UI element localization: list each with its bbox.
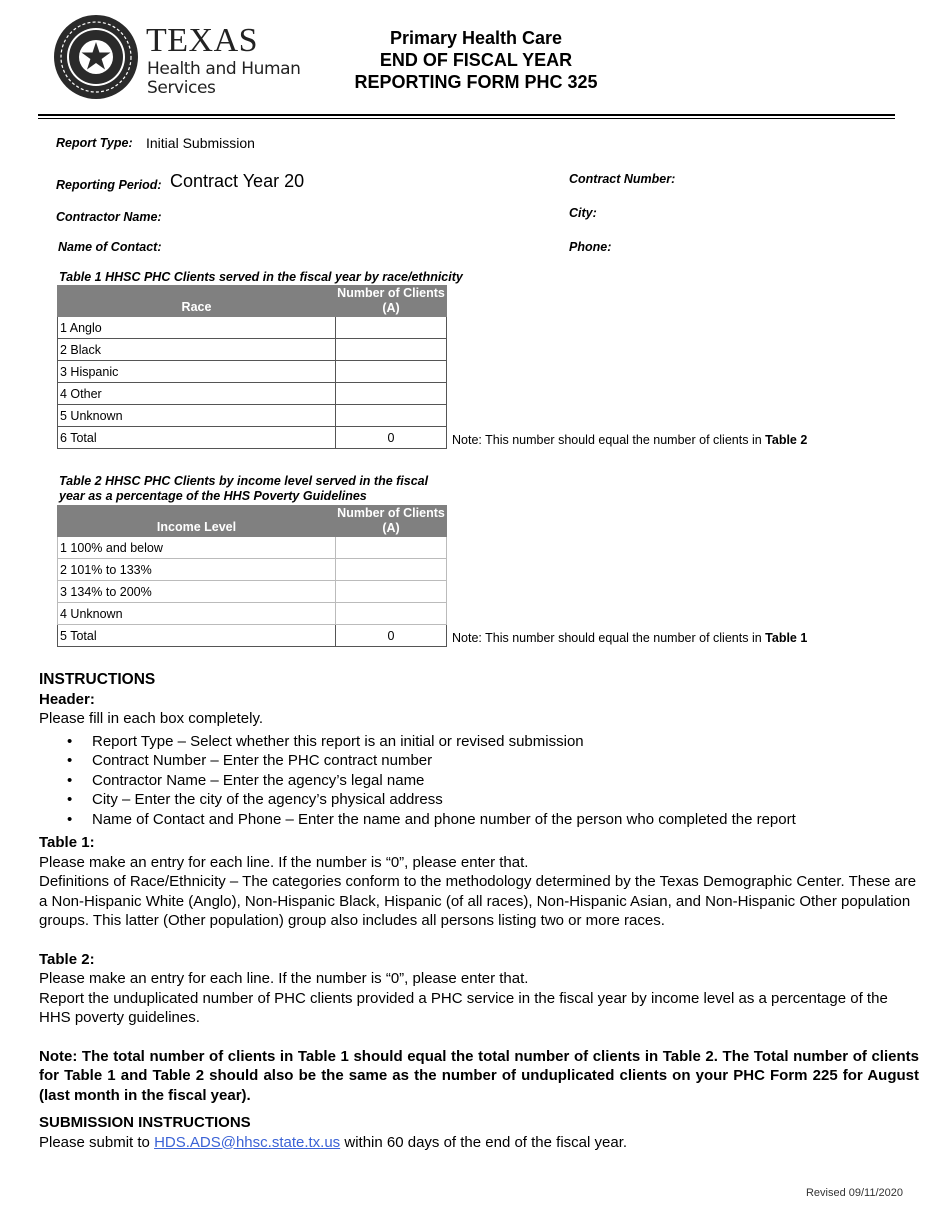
clients-input[interactable]	[336, 405, 447, 427]
row-label: 1 100% and below	[58, 537, 336, 559]
table1-note: Note: This number should equal the number of clients in Table 2	[452, 433, 808, 447]
city-field[interactable]	[600, 202, 880, 222]
header-divider	[38, 114, 895, 116]
table-row	[58, 581, 447, 603]
form-name: REPORTING FORM PHC 325	[354, 72, 598, 92]
table2-note: Note: This number should equal the number of clients in Table 1	[452, 631, 808, 645]
row-label: 4 Other	[58, 383, 336, 405]
table-row	[58, 383, 447, 405]
row-label: 4 Unknown	[58, 603, 336, 625]
row-label: 5 Unknown	[58, 405, 336, 427]
revision-date: Revised 09/11/2020	[805, 1187, 903, 1199]
table-row	[58, 317, 447, 339]
table2-income	[57, 505, 447, 647]
city-label: City:	[569, 206, 597, 220]
name-of-contact-label: Name of Contact:	[58, 240, 162, 254]
row-label: 6 Total	[58, 427, 336, 449]
row-label: 3 Hispanic	[58, 361, 336, 383]
table1-header-race: Race	[58, 286, 336, 317]
header-subheading: Header:	[39, 690, 95, 708]
table-row	[58, 339, 447, 361]
totals-note: Note: The total number of clients in Table 1 should equal the total number of clients in Table 2. The Total number of clients for Table 1 and Table 2 should also be the same as the number of unduplicated clients on your PHC Form 225 for August (last month in the fiscal year).	[39, 1047, 919, 1104]
logo-subtitle: Health and Human Services	[147, 59, 301, 98]
table-row	[58, 559, 447, 581]
contractor-name-label: Contractor Name:	[56, 210, 162, 224]
table1-header-clients: Number of Clients (A)	[337, 286, 445, 315]
reporting-period-field[interactable]: Contract Year 20	[170, 171, 305, 191]
table1-race	[57, 285, 447, 449]
texas-hhs-seal-logo	[53, 14, 139, 100]
submission-text: Please submit to HDS.ADS@hhsc.state.tx.us within 60 days of the end of the fiscal year.	[39, 1133, 628, 1151]
table-row	[58, 361, 447, 383]
table2-caption: Table 2 HHSC PHC Clients by income level served in the fiscal year as a percentage of the HHS Poverty Guidelines	[59, 474, 429, 503]
page-title: Primary Health Care	[389, 28, 563, 48]
row-label: 3 134% to 200%	[58, 581, 336, 603]
phone-label: Phone:	[569, 240, 612, 254]
contractor-name-field[interactable]	[165, 206, 525, 226]
page-subtitle: END OF FISCAL YEAR	[379, 50, 573, 70]
instructions-section	[39, 670, 919, 1152]
total-value: 0	[336, 427, 447, 449]
list-item: • Name of Contact and Phone – Enter the name and phone number of the person who completed the report	[92, 810, 919, 830]
table2-header-clients: Number of Clients (A)	[337, 506, 445, 535]
submission-heading: SUBMISSION INSTRUCTIONS	[39, 1114, 251, 1131]
phone-field[interactable]	[616, 236, 880, 256]
clients-input[interactable]	[336, 339, 447, 361]
table-row-total	[58, 427, 447, 449]
list-item: • Contract Number – Enter the PHC contract number	[92, 751, 919, 771]
clients-input[interactable]	[336, 603, 447, 625]
table-row	[58, 603, 447, 625]
row-label: 2 101% to 133%	[58, 559, 336, 581]
list-item: • City – Enter the city of the agency’s physical address	[92, 790, 919, 810]
row-label: 1 Anglo	[58, 317, 336, 339]
clients-input[interactable]	[336, 361, 447, 383]
header-divider-thin	[38, 118, 895, 119]
total-value: 0	[336, 625, 447, 647]
table1-definitions: Definitions of Race/Ethnicity – The categories conform to the methodology determined by the Texas Demographic Center. These are a Non-Hispanic White (Anglo), Non-Hispanic Black, Hispanic (of all races), Non-Hispanic Asian, and Non-Hispanic Other population groups. This latter (Other population) group also includes all persons listing two or more races.	[39, 873, 917, 929]
clients-input[interactable]	[336, 559, 447, 581]
table-row	[58, 537, 447, 559]
submission-email-link[interactable]: HDS.ADS@hhsc.state.tx.us	[154, 1133, 341, 1151]
clients-input[interactable]	[336, 581, 447, 603]
table1-instruction: Please make an entry for each line. If the number is “0”, please enter that.	[39, 853, 529, 871]
row-label: 2 Black	[58, 339, 336, 361]
contract-number-field[interactable]	[680, 168, 880, 188]
clients-input[interactable]	[336, 317, 447, 339]
row-label: 5 Total	[58, 625, 336, 647]
clients-input[interactable]	[336, 383, 447, 405]
table2-instruction: Please make an entry for each line. If the number is “0”, please enter that.	[39, 970, 529, 987]
clients-input[interactable]	[336, 537, 447, 559]
name-of-contact-field[interactable]	[165, 236, 525, 256]
reporting-period-label: Reporting Period:	[56, 178, 162, 192]
table-row-total	[58, 625, 447, 647]
instructions-heading: INSTRUCTIONS	[39, 671, 156, 688]
table2-header-income: Income Level	[58, 506, 336, 537]
table-row	[58, 405, 447, 427]
table2-description: Report the unduplicated number of PHC clients provided a PHC service in the fiscal year by income level as a percentage of the HHS poverty guidelines.	[39, 989, 888, 1026]
report-type-select[interactable]: Initial Submission	[146, 135, 255, 151]
table1-subheading: Table 1:	[39, 834, 95, 851]
logo-wordmark: TEXAS	[146, 22, 259, 59]
table1-caption: Table 1 HHSC PHC Clients served in the fiscal year by race/ethnicity	[59, 270, 463, 284]
contract-number-label: Contract Number:	[569, 172, 676, 186]
report-type-label: Report Type:	[56, 136, 133, 150]
table2-subheading: Table 2:	[39, 950, 95, 968]
header-intro: Please fill in each box completely.	[39, 710, 264, 727]
list-item: • Contractor Name – Enter the agency’s legal name	[92, 771, 919, 791]
list-item: • Report Type – Select whether this report is an initial or revised submission	[92, 732, 919, 752]
header-bullet-list	[39, 732, 919, 830]
